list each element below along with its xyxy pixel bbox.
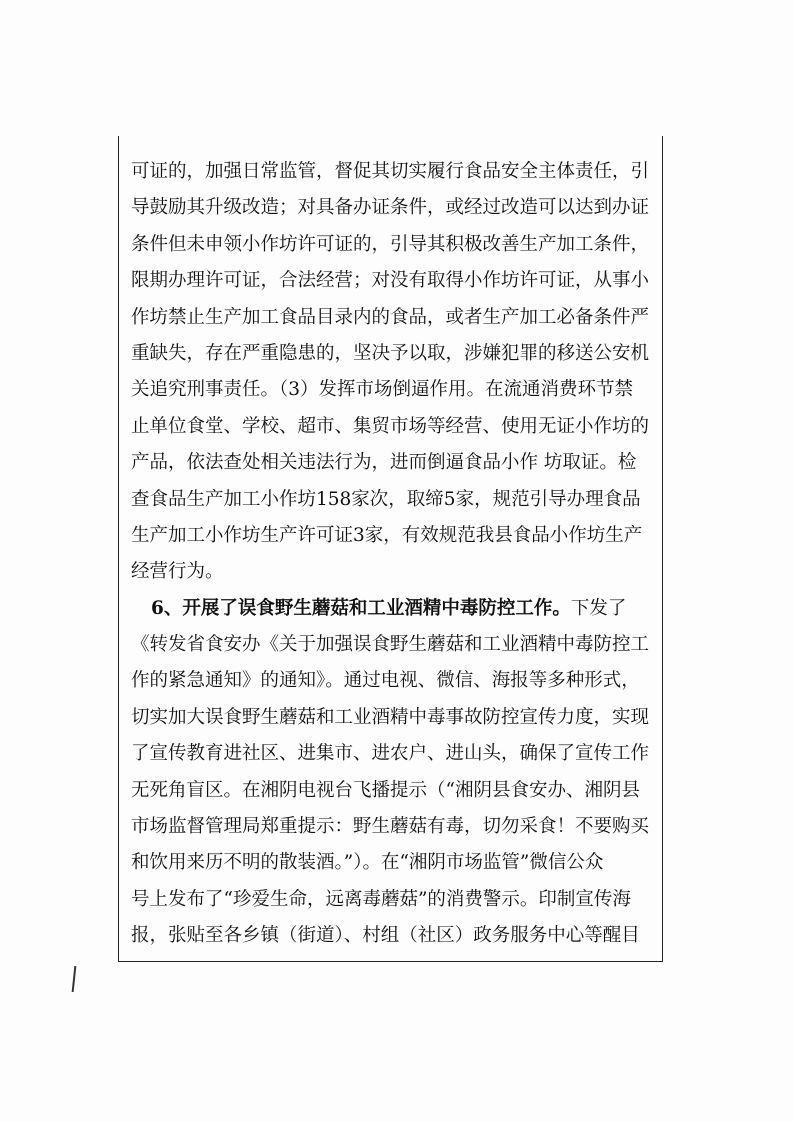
section-heading-line — [131, 591, 651, 627]
bordered-text-frame — [118, 136, 663, 962]
body-line: 经营行为。 — [131, 561, 224, 583]
section-line: 了宣传教育进社区、进集市、进农户、进山头，确保了宣传工作 — [131, 743, 650, 765]
body-line: 条件但未申领小作坊许可证的，引导其积极改善生产加工条件， — [131, 233, 650, 255]
margin-pen-mark — [72, 966, 77, 992]
section-line: 《转发省食安办《关于加强误食野生蘑菇和工业酒精中毒防控工 — [131, 634, 650, 656]
body-line: 重缺失，存在严重隐患的，坚决予以取，涉嫌犯罪的移送公安机 — [131, 342, 650, 364]
body-line: 可证的，加强日常监管，督促其切实履行食品安全主体责任，引 — [131, 161, 650, 182]
section-line: 市场监督管理局郑重提示：野生蘑菇有毒，切勿采食！不要购买 — [131, 816, 650, 838]
section-line: 报，张贴至各乡镇（街道）、村组（社区）政务服务中心等醒目 — [131, 925, 640, 947]
body-line: 导鼓励其升级改造；对具备办证条件，或经过改造可以达到办证 — [131, 197, 650, 219]
body-line: 产品，依法查处相关违法行为，进而倒逼食品小作 坊取证。检 — [131, 452, 637, 474]
section-line: 作的紧急通知》的通知》。通过电视、微信、海报等多种形式， — [131, 670, 640, 692]
body-line: 作坊禁止生产加工食品目录内的食品，或者生产加工必备条件严 — [131, 306, 650, 328]
section-line: 切实加大误食野生蘑菇和工业酒精中毒事故防控宣传力度，实现 — [131, 706, 650, 728]
section-heading-tail: 下发了 — [570, 597, 627, 619]
body-line: 生产加工小作坊生产许可证3家，有效规范我县食品小作坊生产 — [131, 524, 643, 546]
section-line: 号上发布了“珍爱生命，远离毒蘑菇”的消费警示。印制宣传海 — [131, 888, 631, 910]
body-line: 查食品生产加工小作坊158家次，取缔5家，规范引导办理食品 — [131, 488, 641, 510]
document-body — [131, 154, 651, 955]
body-line: 限期办理许可证，合法经营；对没有取得小作坊许可证，从事小 — [131, 270, 650, 292]
body-line: 关追究刑事责任。（3）发挥市场倒逼作用。在流通消费环节禁 — [131, 379, 634, 401]
body-line: 止单位食堂、学校、超市、集贸市场等经营、使用无证小作坊的 — [131, 415, 650, 437]
section-heading: 6、开展了误食野生蘑菇和工业酒精中毒防控工作。 — [151, 597, 571, 619]
section-line: 无死角盲区。在湘阴电视台飞播提示（“湘阴县食安办、湘阴县 — [131, 779, 640, 801]
section-line: 和饮用来历不明的散装酒。”）。在“湘阴市场监管”微信公众 — [131, 852, 604, 874]
